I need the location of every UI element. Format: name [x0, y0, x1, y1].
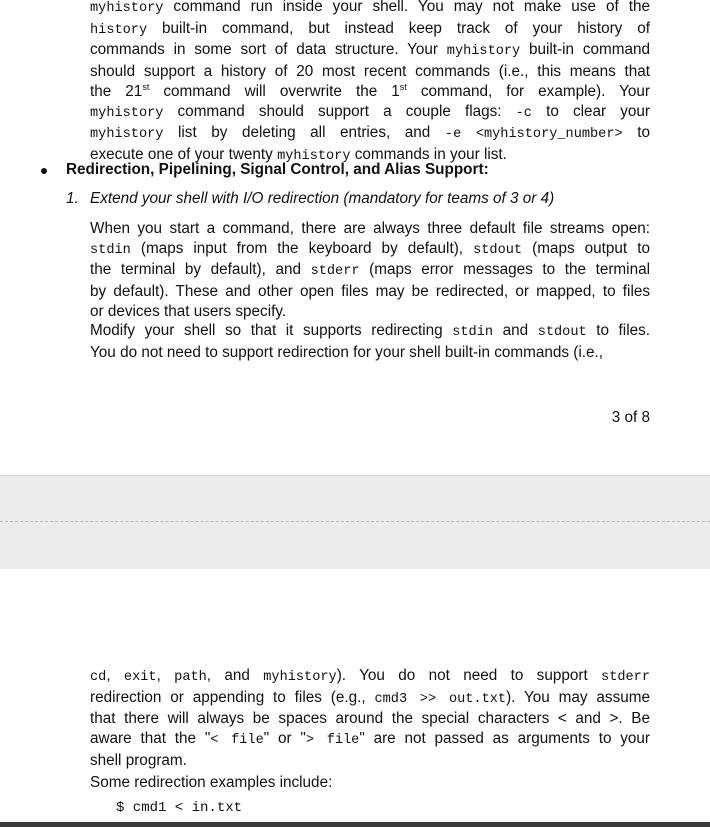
examples-intro: Some redirection examples include:	[90, 774, 333, 791]
code-example: $ cmd1 < in.txt	[116, 800, 243, 816]
page-break-divider	[0, 521, 710, 522]
history-paragraph: myhistory command run inside your shell. You may not make use of the history built-in command, but instead keep track of your history of commands in some sort of data structure. Your myhistory built-in command should support a history of 20 most recent commands (i.e., this means that the 21st command will overwrite the 1st command, for example). Your myhistory command should support a couple flags: -c to clear your myhistory list by deleting all entries, and -e <myhistory_number> to execute one of your twenty myhistory commands in your list.	[90, 0, 651, 164]
page-gap	[0, 475, 710, 570]
item-number: 1.	[66, 190, 79, 207]
page-number: 3 of 8	[611, 409, 650, 426]
modify-paragraph: Modify your shell so that it supports redirecting stdin and stdout to files. You do not need to support redirection for your shell built-in commands (i.e.,	[90, 322, 651, 361]
item-text: Extend your shell with I/O redirection (mandatory for teams of 3 or 4)	[90, 190, 555, 207]
viewer-bottom-edge	[0, 822, 710, 827]
numbered-item	[66, 190, 554, 208]
streams-paragraph: When you start a command, there are always three default file streams open: stdin (maps input from the keyboard by default), stdout (maps output to the terminal by default), and stderr (maps error messages to the terminal by default). These and other open files may be redirected, or mapped, to files or devices that users specify.	[90, 220, 650, 320]
page-4	[0, 569, 710, 827]
builtins-paragraph: cd, exit, path, and myhistory). You do not need to support stderr redirection or appending to files (e.g., cmd3 >> out.txt). You may assume that there will always be spaces around the special characters < and >. Be aware that the "< file" or "> file" are not passed as arguments to your shell program.	[90, 667, 651, 769]
section-heading: Redirection, Pipelining, Signal Control, and Alias Support:	[66, 161, 489, 178]
bullet-icon	[41, 168, 47, 174]
